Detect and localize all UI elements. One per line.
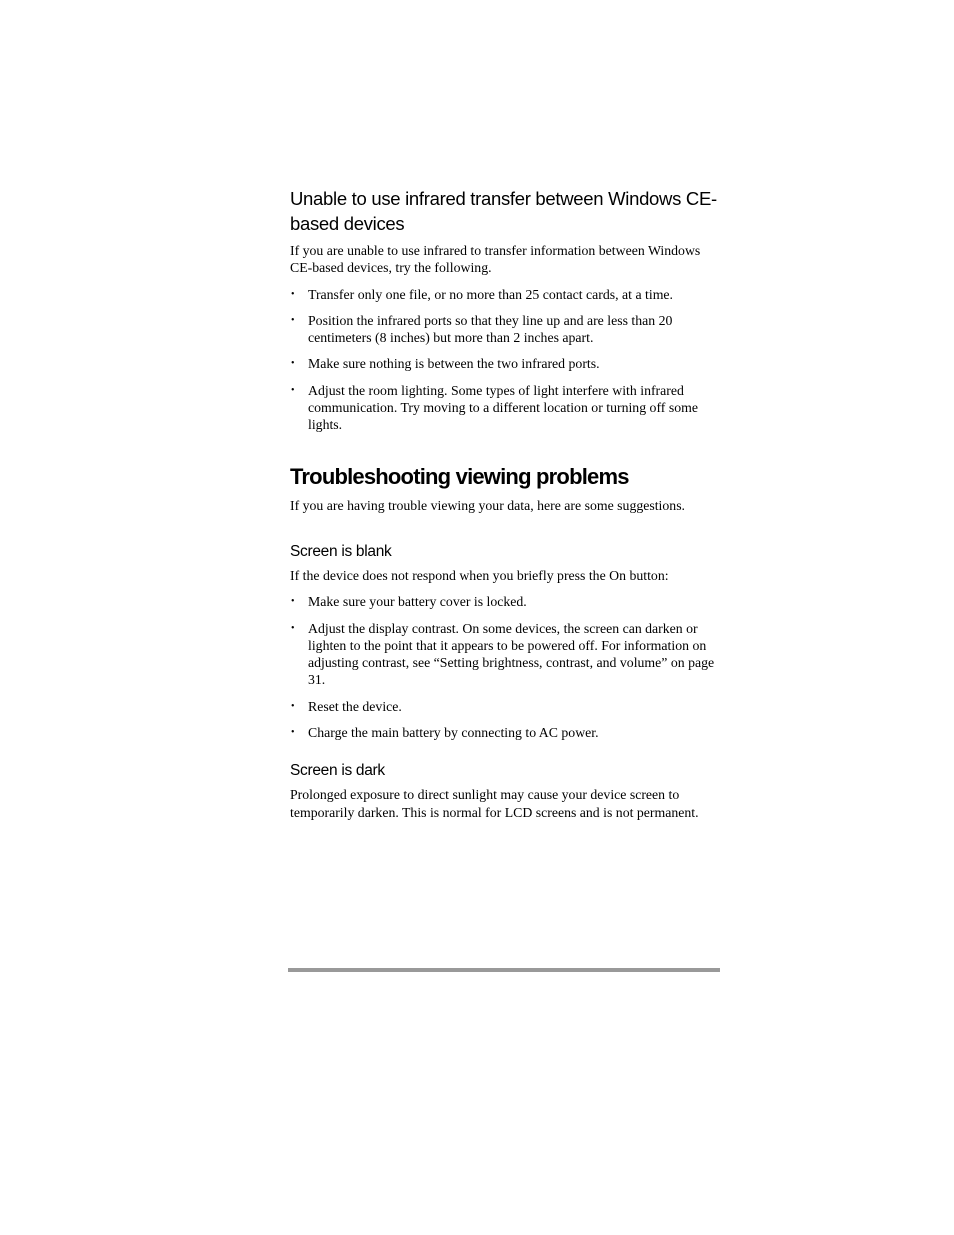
list-item	[290, 620, 722, 689]
list-item-text: Position the infrared ports so that they line up and are less than 20 centimeters (8 inches) but more than 2 inches apart.	[308, 312, 673, 346]
bullet-icon: •	[291, 288, 295, 300]
list-item	[290, 355, 722, 372]
infrared-heading: Unable to use infrared transfer between Windows CE-based devices	[290, 188, 717, 234]
screen-blank-heading: Screen is blank	[290, 542, 392, 560]
bullet-icon: •	[291, 314, 295, 326]
screen-dark-body: Prolonged exposure to direct sunlight may cause your device screen to temporarily darken. This is normal for LCD screens and is not permanent.	[290, 787, 699, 820]
list-item	[290, 286, 722, 303]
bullet-icon: •	[291, 727, 295, 739]
bullet-icon: •	[291, 358, 295, 370]
page-content	[290, 186, 722, 821]
bullet-icon: •	[291, 700, 295, 712]
list-item-text: Reset the device.	[308, 698, 402, 714]
infrared-intro: If you are unable to use infrared to transfer information between Windows CE-based devices, try the following.	[290, 243, 701, 276]
list-item	[290, 593, 722, 610]
list-item-text: Make sure nothing is between the two infrared ports.	[308, 356, 600, 372]
bullet-icon: •	[291, 622, 295, 634]
list-item-text: Transfer only one file, or no more than 25 contact cards, at a time.	[308, 286, 673, 302]
list-item	[290, 382, 722, 434]
list-item-text: Charge the main battery by connecting to AC power.	[308, 725, 599, 741]
list-item-text: Make sure your battery cover is locked.	[308, 594, 527, 610]
bullet-icon: •	[291, 596, 295, 608]
screen-blank-bullet-list	[290, 593, 722, 741]
screen-blank-intro: If the device does not respond when you briefly press the On button:	[290, 567, 669, 583]
infrared-bullet-list	[290, 286, 722, 434]
viewing-problems-heading: Troubleshooting viewing problems	[290, 463, 629, 489]
list-item-text: Adjust the display contrast. On some devices, the screen can darken or lighten to the point that it appears to be powered off. For information on adjusting contrast, see “Setting brightness, contrast, and volume” on page 31.	[308, 620, 715, 688]
screen-dark-heading: Screen is dark	[290, 762, 385, 780]
list-item	[290, 724, 722, 741]
bullet-icon: •	[291, 384, 295, 396]
list-item-text: Adjust the room lighting. Some types of light interfere with infrared communication. Try moving to a different location or turning off some lights.	[308, 382, 698, 433]
list-item	[290, 312, 722, 347]
footer-divider	[288, 968, 720, 972]
viewing-problems-intro: If you are having trouble viewing your data, here are some suggestions.	[290, 497, 686, 513]
list-item	[290, 698, 722, 715]
